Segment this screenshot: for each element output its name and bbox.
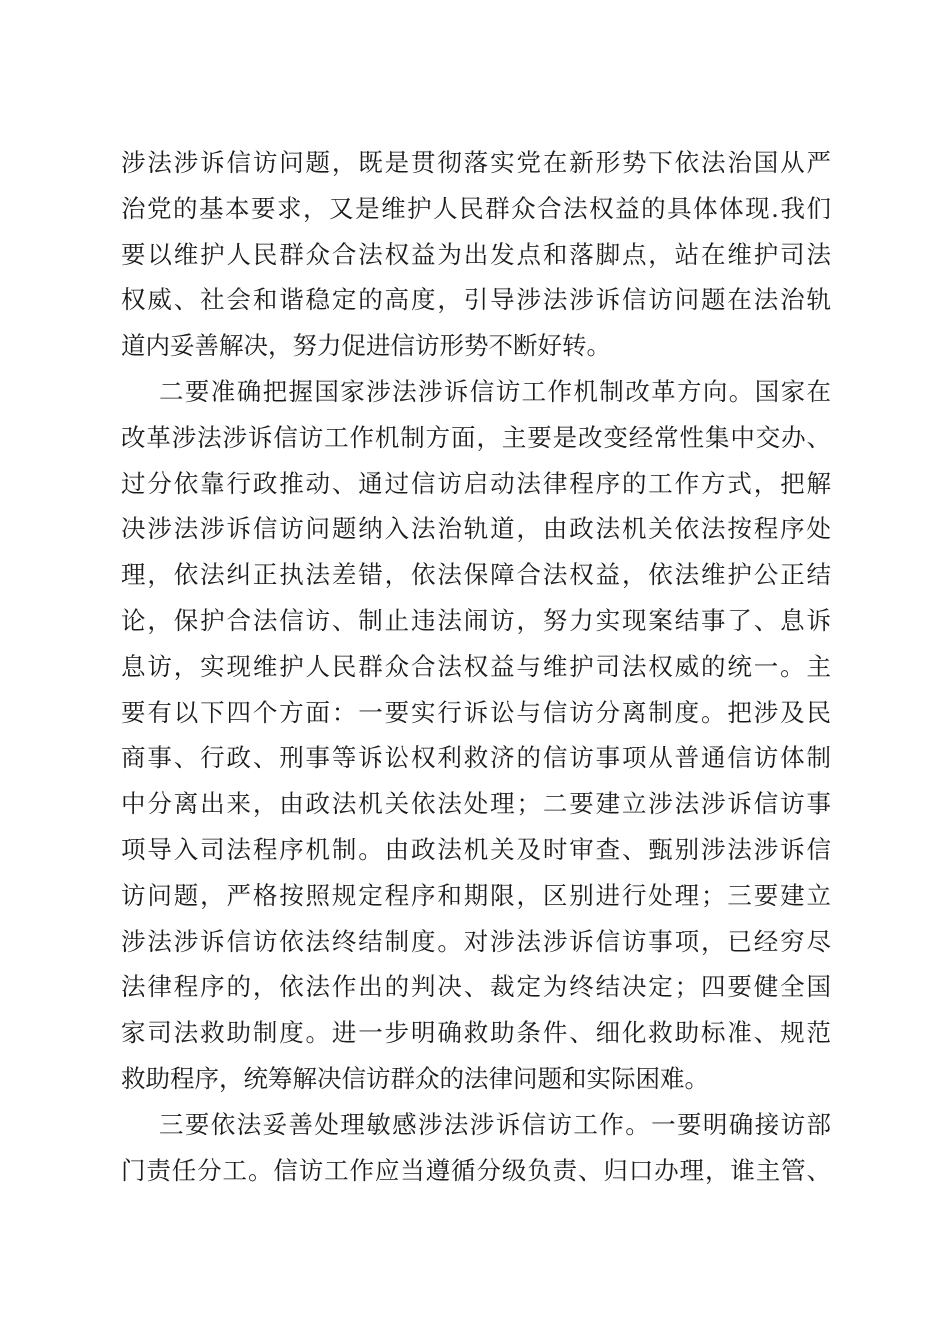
text-line: 论，保护合法信访、制止违法闹访，努力实现案结事了、息诉 xyxy=(121,605,831,635)
paragraph-3 xyxy=(121,1102,831,1194)
text-line: 息访，实现维护人民群众合法权益与维护司法权威的统一。主 xyxy=(121,651,831,681)
text-line: 访问题，严格按照规定程序和期限，区别进行处理；三要建立 xyxy=(121,880,831,910)
paragraph-1 xyxy=(121,140,831,369)
text-line: 权威、社会和谐稳定的高度，引导涉法涉诉信访问题在法治轨 xyxy=(121,285,831,315)
text-line: 项导入司法程序机制。由政法机关及时审查、甄别涉法涉诉信 xyxy=(121,834,831,864)
text-line: 道内妥善解决，努力促进信访形势不断好转。 xyxy=(121,331,611,361)
text-line: 家司法救助制度。进一步明确救助条件、细化救助标准、规范 xyxy=(121,1018,831,1048)
text-line: 理，依法纠正执法差错，依法保障合法权益，依法维护公正结 xyxy=(121,560,831,590)
text-line: 二要准确把握国家涉法涉诉信访工作机制改革方向。国家在 xyxy=(159,376,831,406)
text-line: 决涉法涉诉信访问题纳入法治轨道，由政法机关依法按程序处 xyxy=(121,514,831,544)
text-line: 商事、行政、刑事等诉讼权利救济的信访事项从普通信访体制 xyxy=(121,743,831,773)
text-line: 涉法涉诉信访依法终结制度。对涉法涉诉信访事项，已经穷尽 xyxy=(121,926,831,956)
text-line: 中分离出来，由政法机关依法处理；二要建立涉法涉诉信访事 xyxy=(121,789,831,819)
text-line: 要有以下四个方面：一要实行诉讼与信访分离制度。把涉及民 xyxy=(121,697,831,727)
text-line: 法律程序的，依法作出的判决、裁定为终结决定；四要健全国 xyxy=(121,972,831,1002)
paragraph-2 xyxy=(121,369,831,1102)
text-line: 过分依靠行政推动、通过信访启动法律程序的工作方式，把解 xyxy=(121,468,831,498)
text-line: 三要依法妥善处理敏感涉法涉诉信访工作。一要明确接访部 xyxy=(159,1109,831,1139)
text-line: 救助程序，统筹解决信访群众的法律问题和实际困难。 xyxy=(121,1063,709,1093)
body-text xyxy=(121,140,831,1193)
text-line: 涉法涉诉信访问题，既是贯彻落实党在新形势下依法治国从严 xyxy=(121,148,831,177)
text-line: 要以维护人民群众合法权益为出发点和落脚点，站在维护司法 xyxy=(121,239,831,269)
text-line: 治党的基本要求，又是维护人民群众合法权益的具体体现.我们 xyxy=(121,193,831,223)
text-line: 门责任分工。信访工作应当遵循分级负责、归口办理，谁主管、 xyxy=(121,1155,831,1185)
text-line: 改革涉法涉诉信访工作机制方面，主要是改变经常性集中交办、 xyxy=(121,422,831,452)
